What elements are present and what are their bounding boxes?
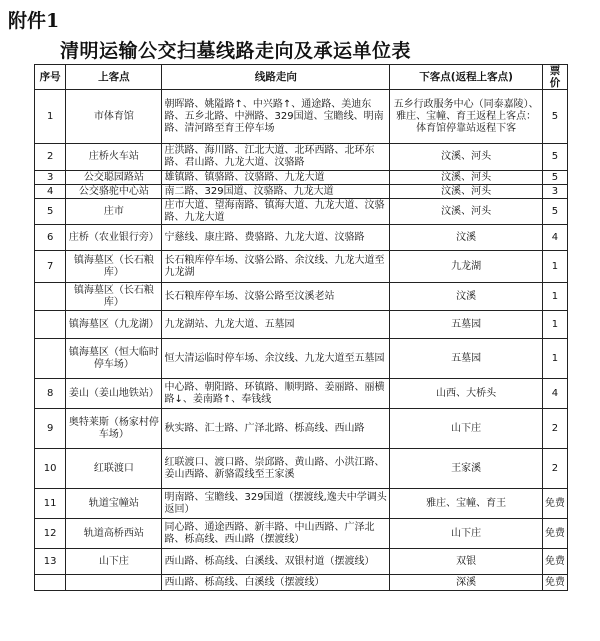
cell-route: 明南路、宝瞻线、329国道（摆渡线,逸夫中学调头返回） <box>162 489 390 519</box>
header-dropoff: 下客点(返程上客点) <box>390 65 543 90</box>
cell-pickup: 山下庄 <box>66 549 162 575</box>
header-route: 线路走向 <box>162 65 390 90</box>
cell-price: 免费 <box>542 575 567 591</box>
cell-dropoff: 九龙湖 <box>390 251 543 283</box>
cell-dropoff: 山下庄 <box>390 409 543 449</box>
cell-price: 免费 <box>542 519 567 549</box>
cell-pickup: 庄桥火车站 <box>66 144 162 171</box>
cell-no <box>35 283 66 311</box>
cell-pickup: 轨道宝幢站 <box>66 489 162 519</box>
table-row <box>35 185 568 199</box>
cell-dropoff: 汶溪 <box>390 283 543 311</box>
cell-price: 1 <box>542 251 567 283</box>
cell-no: 4 <box>35 185 66 199</box>
cell-route: 长石粮库停车场、汶骆公路至汶溪老站 <box>162 283 390 311</box>
cell-route: 恒大清运临时停车场、余汶线、九龙大道至五墓园 <box>162 339 390 379</box>
cell-pickup: 奥特莱斯（杨家村停车场） <box>66 409 162 449</box>
cell-route: 九龙湖站、九龙大道、五墓园 <box>162 311 390 339</box>
bus-route-table <box>34 64 568 591</box>
cell-no: 2 <box>35 144 66 171</box>
cell-dropoff: 汶溪 <box>390 225 543 251</box>
cell-price: 5 <box>542 171 567 185</box>
cell-dropoff: 汶溪、河头 <box>390 144 543 171</box>
cell-no: 6 <box>35 225 66 251</box>
cell-dropoff: 雅庄、宝幢、育王 <box>390 489 543 519</box>
cell-price: 1 <box>542 311 567 339</box>
cell-price: 1 <box>542 339 567 379</box>
header-pickup: 上客点 <box>66 65 162 90</box>
cell-route: 宁慈线、康庄路、费骆路、九龙大道、汶骆路 <box>162 225 390 251</box>
cell-no: 11 <box>35 489 66 519</box>
cell-dropoff: 五乡行政服务中心（同泰嘉陵）、雅庄、宝幢、育王返程上客点：体育馆停靠站返程下客 <box>390 90 543 144</box>
cell-route: 庄市大道、望海南路、镇海大道、九龙大道、汶骆路、九龙大道 <box>162 199 390 225</box>
cell-no: 5 <box>35 199 66 225</box>
cell-pickup: 公交骆驼中心站 <box>66 185 162 199</box>
table-row <box>35 144 568 171</box>
cell-price: 5 <box>542 144 567 171</box>
cell-route: 红联渡口、渡口路、崇邱路、黄山路、小洪江路、姜山西路、新骆霞线至王家溪 <box>162 449 390 489</box>
table-row <box>35 489 568 519</box>
cell-dropoff: 王家溪 <box>390 449 543 489</box>
table-row <box>35 575 568 591</box>
cell-pickup: 庄桥（农业银行旁） <box>66 225 162 251</box>
cell-route: 长石粮库停车场、汶骆公路、余汶线、九龙大道至九龙湖 <box>162 251 390 283</box>
annex-label: 附件1 <box>8 10 60 32</box>
cell-dropoff: 山西、大桥头 <box>390 379 543 409</box>
cell-no: 10 <box>35 449 66 489</box>
cell-pickup: 镇海墓区（长石粮库） <box>66 283 162 311</box>
table-row <box>35 225 568 251</box>
cell-no: 3 <box>35 171 66 185</box>
cell-pickup: 镇海墓区（恒大临时停车场） <box>66 339 162 379</box>
cell-dropoff: 汶溪、河头 <box>390 199 543 225</box>
header-no: 序号 <box>35 65 66 90</box>
cell-route: 中心路、朝阳路、环镇路、顺明路、姜丽路、丽横路↓、姜南路↑、奉钱线 <box>162 379 390 409</box>
table-row <box>35 199 568 225</box>
table-row <box>35 90 568 144</box>
table-row <box>35 251 568 283</box>
cell-no <box>35 339 66 379</box>
cell-no: 12 <box>35 519 66 549</box>
cell-no: 8 <box>35 379 66 409</box>
cell-pickup: 公交聪园路站 <box>66 171 162 185</box>
table-row <box>35 409 568 449</box>
cell-route: 庄洪路、海川路、江北大道、北环西路、北环东路、君山路、九龙大道、汶骆路 <box>162 144 390 171</box>
cell-no: 7 <box>35 251 66 283</box>
page-title: 清明运输公交扫墓线路走向及承运单位表 <box>60 40 412 62</box>
cell-route: 朝晖路、姚隘路↑、中兴路↑、通途路、美迪东路、五乡北路、中洲路、329国道、宝瞻线、明南路、清河路至育王停车场 <box>162 90 390 144</box>
cell-price: 2 <box>542 409 567 449</box>
cell-price: 3 <box>542 185 567 199</box>
cell-price: 4 <box>542 379 567 409</box>
cell-pickup: 轨道高桥西站 <box>66 519 162 549</box>
cell-price: 免费 <box>542 489 567 519</box>
table-row <box>35 339 568 379</box>
cell-no: 9 <box>35 409 66 449</box>
cell-pickup: 镇海墓区（九龙湖） <box>66 311 162 339</box>
cell-price: 5 <box>542 90 567 144</box>
table-row <box>35 311 568 339</box>
cell-price: 2 <box>542 449 567 489</box>
cell-no: 1 <box>35 90 66 144</box>
cell-dropoff: 汶溪、河头 <box>390 171 543 185</box>
cell-pickup: 镇海墓区（长石粮库） <box>66 251 162 283</box>
cell-pickup <box>66 575 162 591</box>
table-header-row <box>35 65 568 90</box>
cell-price: 4 <box>542 225 567 251</box>
cell-dropoff: 汶溪、河头 <box>390 185 543 199</box>
cell-route: 西山路、栎高线、白溪线（摆渡线） <box>162 575 390 591</box>
table-row <box>35 379 568 409</box>
cell-price: 5 <box>542 199 567 225</box>
table-row <box>35 283 568 311</box>
cell-price: 1 <box>542 283 567 311</box>
cell-pickup: 市体育馆 <box>66 90 162 144</box>
cell-no: 13 <box>35 549 66 575</box>
cell-dropoff: 山下庄 <box>390 519 543 549</box>
cell-route: 南二路、329国道、汶骆路、九龙大道 <box>162 185 390 199</box>
cell-route: 西山路、栎高线、白溪线、双银村道（摆渡线） <box>162 549 390 575</box>
cell-price: 免费 <box>542 549 567 575</box>
table-row <box>35 171 568 185</box>
cell-route: 秋实路、汇士路、广泽北路、栎高线、西山路 <box>162 409 390 449</box>
cell-no <box>35 311 66 339</box>
cell-dropoff: 深溪 <box>390 575 543 591</box>
cell-pickup: 庄市 <box>66 199 162 225</box>
cell-route: 雄镇路、镇骆路、汶骆路、九龙大道 <box>162 171 390 185</box>
table-row <box>35 449 568 489</box>
table-row <box>35 519 568 549</box>
cell-dropoff: 五墓园 <box>390 339 543 379</box>
cell-route: 同心路、通途西路、新丰路、中山西路、广泽北路、栎高线、西山路（摆渡线） <box>162 519 390 549</box>
header-price: 票价 <box>542 65 567 90</box>
cell-dropoff: 双银 <box>390 549 543 575</box>
cell-dropoff: 五墓园 <box>390 311 543 339</box>
table-row <box>35 549 568 575</box>
cell-pickup: 姜山（姜山地铁站） <box>66 379 162 409</box>
cell-no <box>35 575 66 591</box>
cell-pickup: 红联渡口 <box>66 449 162 489</box>
